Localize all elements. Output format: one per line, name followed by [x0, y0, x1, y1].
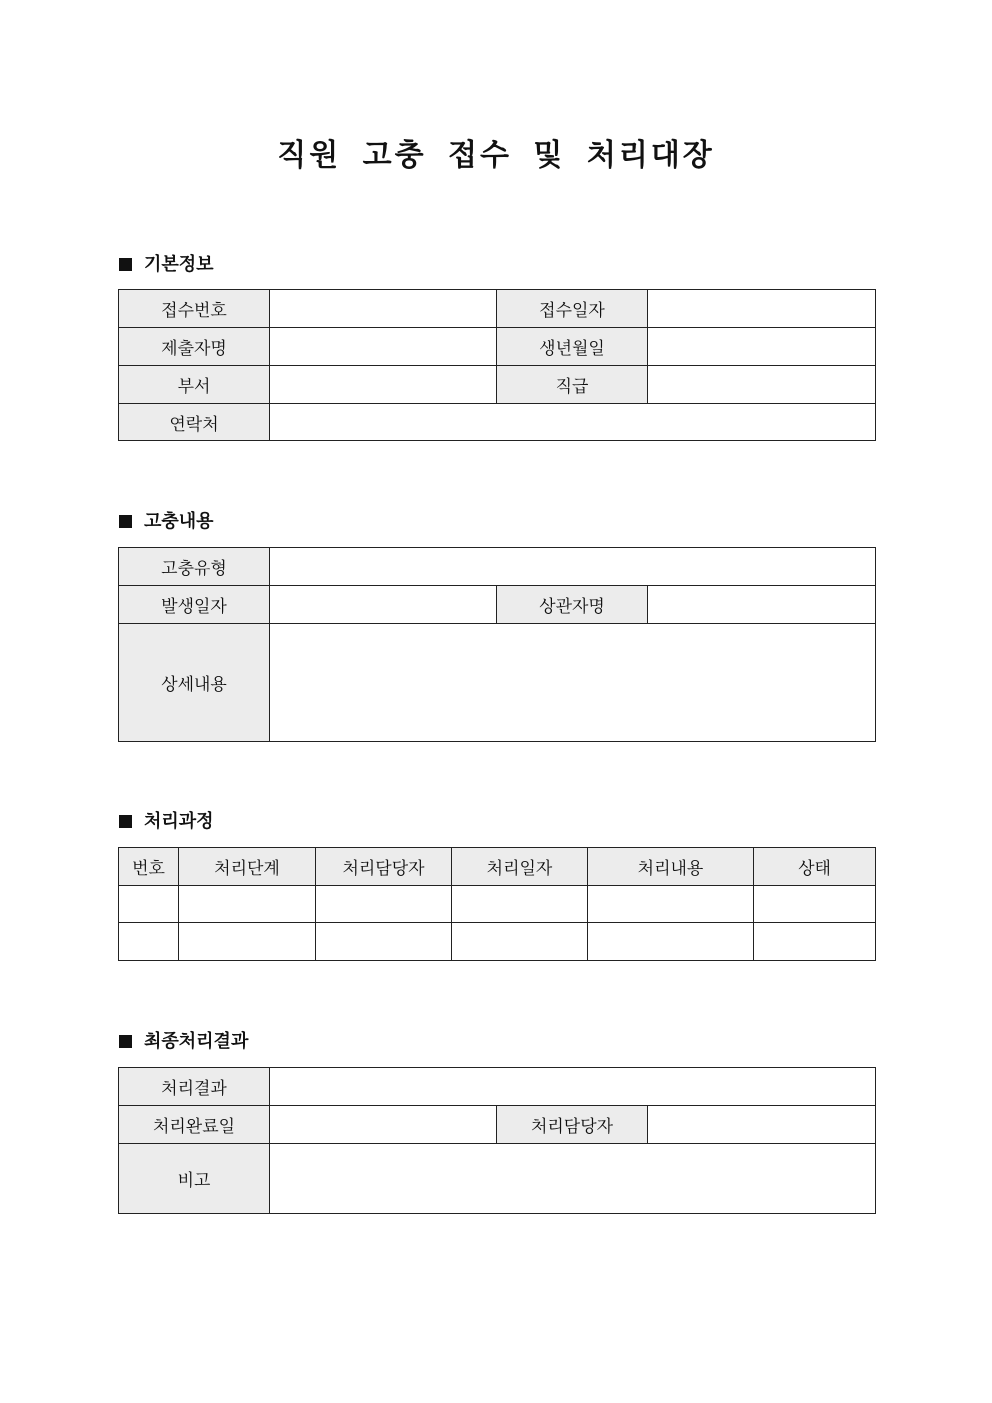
submitter-name-field[interactable]: [270, 328, 497, 366]
process-table: [118, 847, 876, 961]
related-person-field[interactable]: [648, 586, 876, 624]
result-label: 처리결과: [119, 1068, 270, 1106]
position-label: 직급: [497, 366, 648, 404]
department-field[interactable]: [270, 366, 497, 404]
table-cell[interactable]: [316, 886, 452, 923]
page-title: 직원 고충 접수 및 처리대장: [277, 138, 715, 173]
receipt-number-field[interactable]: [270, 290, 497, 328]
birth-date-label: 생년월일: [497, 328, 648, 366]
handler-field[interactable]: [648, 1106, 876, 1144]
section-heading-basic-info: [119, 253, 214, 277]
column-header-stage: 처리단계: [179, 848, 316, 886]
contact-field[interactable]: [270, 404, 876, 441]
details-label: 상세내용: [119, 624, 270, 742]
department-label: 부서: [119, 366, 270, 404]
basic-info-table: [118, 289, 876, 441]
result-field[interactable]: [270, 1068, 876, 1106]
grievance-type-field[interactable]: [270, 548, 876, 586]
square-bullet-icon: [119, 1035, 132, 1048]
final-result-table: [118, 1067, 876, 1214]
remarks-label: 비고: [119, 1144, 270, 1214]
square-bullet-icon: [119, 258, 132, 271]
table-cell[interactable]: [179, 923, 316, 961]
table-cell[interactable]: [754, 923, 876, 961]
section-heading-label: 기본정보: [144, 254, 214, 275]
completion-date-field[interactable]: [270, 1106, 497, 1144]
remarks-field[interactable]: [270, 1144, 876, 1214]
column-header-status: 상태: [754, 848, 876, 886]
related-person-label: 상관자명: [497, 586, 648, 624]
table-cell[interactable]: [452, 923, 588, 961]
completion-date-label: 처리완료일: [119, 1106, 270, 1144]
receipt-date-field[interactable]: [648, 290, 876, 328]
table-row: [119, 923, 876, 961]
table-cell[interactable]: [452, 886, 588, 923]
table-cell[interactable]: [119, 886, 179, 923]
occurrence-date-field[interactable]: [270, 586, 497, 624]
section-heading-label: 고충내용: [144, 511, 214, 532]
table-cell[interactable]: [179, 886, 316, 923]
details-field[interactable]: [270, 624, 876, 742]
table-cell[interactable]: [588, 886, 754, 923]
receipt-number-label: 접수번호: [119, 290, 270, 328]
table-cell[interactable]: [588, 923, 754, 961]
table-cell[interactable]: [119, 923, 179, 961]
square-bullet-icon: [119, 515, 132, 528]
table-cell[interactable]: [754, 886, 876, 923]
section-heading-label: 처리과정: [144, 811, 214, 832]
section-heading-final-result: [119, 1030, 248, 1054]
grievance-table: [118, 547, 876, 742]
section-heading-label: 최종처리결과: [144, 1031, 249, 1052]
column-header-number: 번호: [119, 848, 179, 886]
table-row: [119, 886, 876, 923]
square-bullet-icon: [119, 815, 132, 828]
grievance-type-label: 고충유형: [119, 548, 270, 586]
column-header-date: 처리일자: [452, 848, 588, 886]
submitter-name-label: 제출자명: [119, 328, 270, 366]
table-cell[interactable]: [316, 923, 452, 961]
section-heading-process: [119, 810, 214, 834]
handler-label: 처리담당자: [497, 1106, 648, 1144]
position-field[interactable]: [648, 366, 876, 404]
section-heading-grievance: [119, 510, 214, 534]
occurrence-date-label: 발생일자: [119, 586, 270, 624]
receipt-date-label: 접수일자: [497, 290, 648, 328]
column-header-content: 처리내용: [588, 848, 754, 886]
column-header-handler: 처리담당자: [316, 848, 452, 886]
contact-label: 연락처: [119, 404, 270, 441]
birth-date-field[interactable]: [648, 328, 876, 366]
